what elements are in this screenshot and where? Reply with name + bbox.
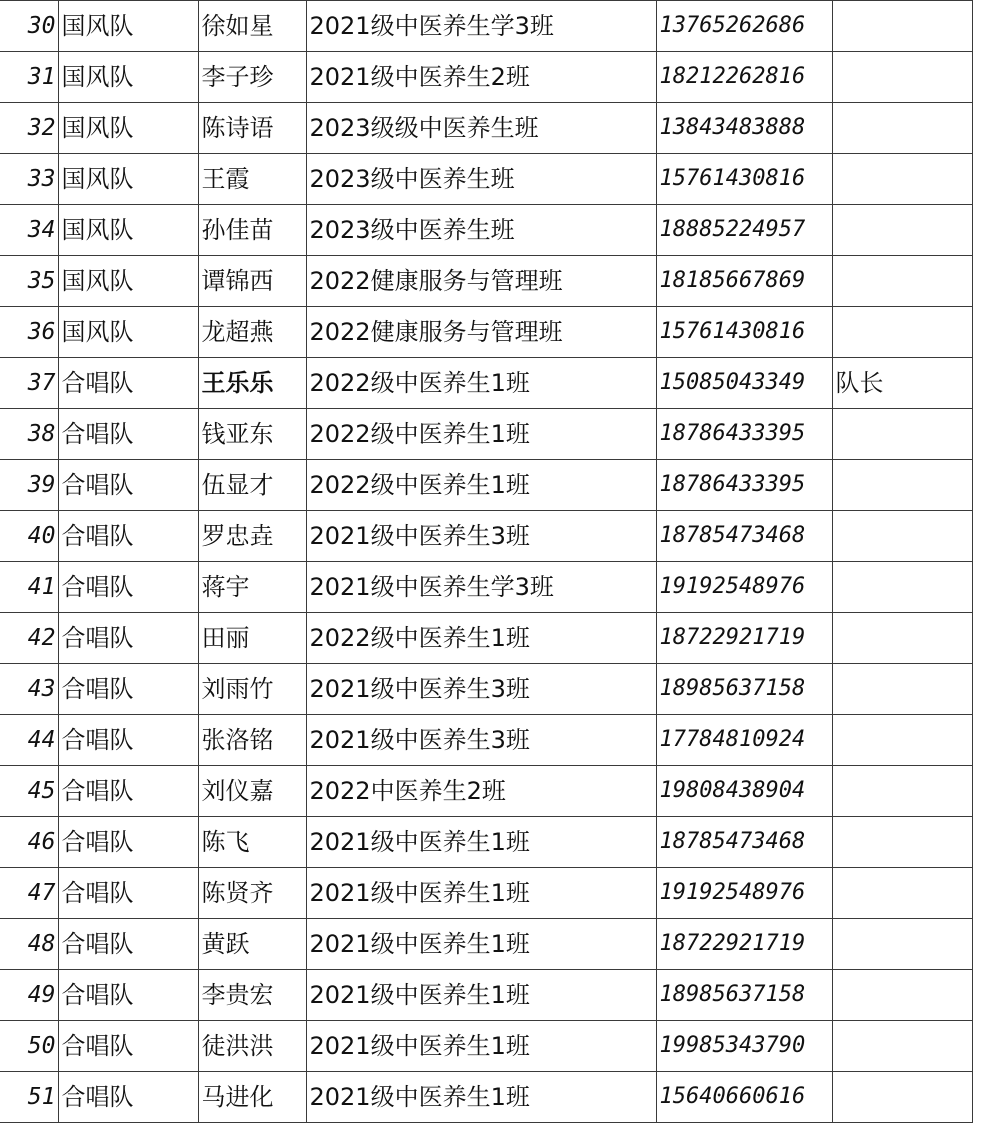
note-cell[interactable] bbox=[832, 409, 972, 460]
phone-cell[interactable]: 19192548976 bbox=[656, 868, 832, 919]
table-body bbox=[0, 1, 972, 1123]
phone-cell[interactable]: 19808438904 bbox=[656, 766, 832, 817]
phone-cell[interactable]: 18885224957 bbox=[656, 205, 832, 256]
team-cell[interactable]: 合唱队 bbox=[58, 766, 198, 817]
note-cell[interactable] bbox=[832, 664, 972, 715]
row-number-cell[interactable]: 39 bbox=[0, 460, 58, 511]
team-cell[interactable]: 合唱队 bbox=[58, 511, 198, 562]
note-cell[interactable] bbox=[832, 511, 972, 562]
member-name-cell[interactable]: 王霞 bbox=[198, 154, 306, 205]
team-cell[interactable]: 国风队 bbox=[58, 205, 198, 256]
team-cell[interactable]: 合唱队 bbox=[58, 715, 198, 766]
class-cell[interactable]: 2023级中医养生班 bbox=[306, 205, 656, 256]
phone-cell[interactable]: 18785473468 bbox=[656, 511, 832, 562]
team-cell[interactable]: 国风队 bbox=[58, 256, 198, 307]
note-cell[interactable] bbox=[832, 307, 972, 358]
member-name-cell[interactable]: 伍显才 bbox=[198, 460, 306, 511]
phone-cell[interactable]: 15085043349 bbox=[656, 358, 832, 409]
member-name-cell[interactable]: 徒洪洪 bbox=[198, 1021, 306, 1072]
note-cell[interactable] bbox=[832, 970, 972, 1021]
team-cell[interactable]: 合唱队 bbox=[58, 817, 198, 868]
class-cell[interactable]: 2021级中医养生1班 bbox=[306, 868, 656, 919]
team-cell[interactable]: 合唱队 bbox=[58, 460, 198, 511]
table-row[interactable] bbox=[0, 154, 972, 205]
member-name-cell[interactable]: 黄跃 bbox=[198, 919, 306, 970]
phone-cell[interactable]: 18785473468 bbox=[656, 817, 832, 868]
note-cell[interactable] bbox=[832, 205, 972, 256]
class-cell[interactable]: 2021级中医养生1班 bbox=[306, 817, 656, 868]
row-number-cell[interactable]: 32 bbox=[0, 103, 58, 154]
table-row[interactable] bbox=[0, 766, 972, 817]
note-cell[interactable] bbox=[832, 154, 972, 205]
note-cell[interactable] bbox=[832, 868, 972, 919]
class-cell[interactable]: 2021级中医养生1班 bbox=[306, 970, 656, 1021]
class-cell[interactable]: 2022级中医养生1班 bbox=[306, 613, 656, 664]
team-cell[interactable]: 国风队 bbox=[58, 103, 198, 154]
table-row[interactable] bbox=[0, 613, 972, 664]
class-cell[interactable]: 2023级中医养生班 bbox=[306, 154, 656, 205]
row-number-cell[interactable]: 46 bbox=[0, 817, 58, 868]
class-cell[interactable]: 2022级中医养生1班 bbox=[306, 358, 656, 409]
phone-cell[interactable]: 17784810924 bbox=[656, 715, 832, 766]
class-cell[interactable]: 2021级中医养生学3班 bbox=[306, 562, 656, 613]
class-cell[interactable]: 2021级中医养生3班 bbox=[306, 511, 656, 562]
row-number-cell[interactable]: 49 bbox=[0, 970, 58, 1021]
table-row[interactable] bbox=[0, 919, 972, 970]
table-row[interactable] bbox=[0, 409, 972, 460]
note-cell[interactable] bbox=[832, 562, 972, 613]
row-number-cell[interactable]: 37 bbox=[0, 358, 58, 409]
team-cell[interactable]: 合唱队 bbox=[58, 562, 198, 613]
table-row[interactable] bbox=[0, 1072, 972, 1123]
phone-cell[interactable]: 18722921719 bbox=[656, 919, 832, 970]
note-cell[interactable] bbox=[832, 613, 972, 664]
team-cell[interactable]: 国风队 bbox=[58, 154, 198, 205]
table-row[interactable] bbox=[0, 307, 972, 358]
team-cell[interactable]: 合唱队 bbox=[58, 358, 198, 409]
note-cell[interactable] bbox=[832, 52, 972, 103]
row-number-cell[interactable]: 31 bbox=[0, 52, 58, 103]
table-row[interactable] bbox=[0, 817, 972, 868]
class-cell[interactable]: 2022级中医养生1班 bbox=[306, 460, 656, 511]
team-cell[interactable]: 合唱队 bbox=[58, 613, 198, 664]
class-cell[interactable]: 2021级中医养生1班 bbox=[306, 1021, 656, 1072]
row-number-cell[interactable]: 42 bbox=[0, 613, 58, 664]
note-cell[interactable] bbox=[832, 460, 972, 511]
table-row[interactable] bbox=[0, 1, 972, 52]
class-cell[interactable]: 2021级中医养生1班 bbox=[306, 1072, 656, 1123]
note-cell[interactable] bbox=[832, 766, 972, 817]
table-row[interactable] bbox=[0, 358, 972, 409]
phone-cell[interactable]: 19192548976 bbox=[656, 562, 832, 613]
member-name-cell[interactable]: 李子珍 bbox=[198, 52, 306, 103]
table-row[interactable] bbox=[0, 460, 972, 511]
class-cell[interactable]: 2021级中医养生学3班 bbox=[306, 1, 656, 52]
member-name-cell[interactable]: 刘仪嘉 bbox=[198, 766, 306, 817]
table-row[interactable] bbox=[0, 1021, 972, 1072]
table-row[interactable] bbox=[0, 256, 972, 307]
member-name-cell[interactable]: 田丽 bbox=[198, 613, 306, 664]
sheet-right-edge bbox=[973, 0, 987, 1127]
note-cell[interactable] bbox=[832, 919, 972, 970]
note-cell[interactable] bbox=[832, 1021, 972, 1072]
row-number-cell[interactable]: 50 bbox=[0, 1021, 58, 1072]
phone-cell[interactable]: 15761430816 bbox=[656, 154, 832, 205]
table-row[interactable] bbox=[0, 562, 972, 613]
table-row[interactable] bbox=[0, 868, 972, 919]
note-cell[interactable] bbox=[832, 1072, 972, 1123]
member-name-cell[interactable]: 罗忠垚 bbox=[198, 511, 306, 562]
note-cell[interactable] bbox=[832, 103, 972, 154]
row-number-cell[interactable]: 43 bbox=[0, 664, 58, 715]
class-cell[interactable]: 2021级中医养生3班 bbox=[306, 715, 656, 766]
row-number-cell[interactable]: 51 bbox=[0, 1072, 58, 1123]
row-number-cell[interactable]: 30 bbox=[0, 1, 58, 52]
member-name-cell[interactable]: 张洛铭 bbox=[198, 715, 306, 766]
row-number-cell[interactable]: 35 bbox=[0, 256, 58, 307]
class-cell[interactable]: 2021级中医养生2班 bbox=[306, 52, 656, 103]
note-cell[interactable] bbox=[832, 256, 972, 307]
row-number-cell[interactable]: 34 bbox=[0, 205, 58, 256]
member-name-cell[interactable]: 徐如星 bbox=[198, 1, 306, 52]
row-number-cell[interactable]: 40 bbox=[0, 511, 58, 562]
row-number-cell[interactable]: 47 bbox=[0, 868, 58, 919]
phone-cell[interactable]: 15761430816 bbox=[656, 307, 832, 358]
table-row[interactable] bbox=[0, 715, 972, 766]
table-row[interactable] bbox=[0, 511, 972, 562]
row-number-cell[interactable]: 44 bbox=[0, 715, 58, 766]
row-number-cell[interactable]: 48 bbox=[0, 919, 58, 970]
team-cell[interactable]: 合唱队 bbox=[58, 1072, 198, 1123]
table-row[interactable] bbox=[0, 205, 972, 256]
table-row[interactable] bbox=[0, 664, 972, 715]
phone-cell[interactable]: 18786433395 bbox=[656, 460, 832, 511]
phone-cell[interactable]: 18985637158 bbox=[656, 970, 832, 1021]
class-cell[interactable]: 2022健康服务与管理班 bbox=[306, 256, 656, 307]
member-name-cell[interactable]: 马进化 bbox=[198, 1072, 306, 1123]
row-number-cell[interactable]: 36 bbox=[0, 307, 58, 358]
class-cell[interactable]: 2023级级中医养生班 bbox=[306, 103, 656, 154]
class-cell[interactable]: 2022中医养生2班 bbox=[306, 766, 656, 817]
member-name-cell[interactable]: 龙超燕 bbox=[198, 307, 306, 358]
member-name-cell[interactable]: 陈飞 bbox=[198, 817, 306, 868]
row-number-cell[interactable]: 45 bbox=[0, 766, 58, 817]
class-cell[interactable]: 2022级中医养生1班 bbox=[306, 409, 656, 460]
team-cell[interactable]: 合唱队 bbox=[58, 664, 198, 715]
note-cell[interactable] bbox=[832, 817, 972, 868]
phone-cell[interactable]: 13843483888 bbox=[656, 103, 832, 154]
member-name-cell[interactable]: 蒋宇 bbox=[198, 562, 306, 613]
team-cell[interactable]: 合唱队 bbox=[58, 970, 198, 1021]
class-cell[interactable]: 2021级中医养生1班 bbox=[306, 919, 656, 970]
row-number-cell[interactable]: 33 bbox=[0, 154, 58, 205]
member-name-cell[interactable]: 孙佳苗 bbox=[198, 205, 306, 256]
team-cell[interactable]: 国风队 bbox=[58, 1, 198, 52]
member-name-cell[interactable]: 钱亚东 bbox=[198, 409, 306, 460]
note-cell[interactable] bbox=[832, 715, 972, 766]
team-cell[interactable]: 合唱队 bbox=[58, 919, 198, 970]
member-name-cell[interactable]: 王乐乐 bbox=[198, 358, 306, 409]
class-cell[interactable]: 2021级中医养生3班 bbox=[306, 664, 656, 715]
team-cell[interactable]: 合唱队 bbox=[58, 1021, 198, 1072]
table-row[interactable] bbox=[0, 52, 972, 103]
phone-cell[interactable]: 18212262816 bbox=[656, 52, 832, 103]
team-cell[interactable]: 合唱队 bbox=[58, 868, 198, 919]
phone-cell[interactable]: 19985343790 bbox=[656, 1021, 832, 1072]
member-name-cell[interactable]: 李贵宏 bbox=[198, 970, 306, 1021]
row-number-cell[interactable]: 41 bbox=[0, 562, 58, 613]
row-number-cell[interactable]: 38 bbox=[0, 409, 58, 460]
class-cell[interactable]: 2022健康服务与管理班 bbox=[306, 307, 656, 358]
phone-cell[interactable]: 13765262686 bbox=[656, 1, 832, 52]
phone-cell[interactable]: 18722921719 bbox=[656, 613, 832, 664]
team-cell[interactable]: 国风队 bbox=[58, 307, 198, 358]
member-name-cell[interactable]: 陈贤齐 bbox=[198, 868, 306, 919]
phone-cell[interactable]: 15640660616 bbox=[656, 1072, 832, 1123]
team-cell[interactable]: 合唱队 bbox=[58, 409, 198, 460]
member-name-cell[interactable]: 刘雨竹 bbox=[198, 664, 306, 715]
phone-cell[interactable]: 18185667869 bbox=[656, 256, 832, 307]
table-row[interactable] bbox=[0, 103, 972, 154]
team-cell[interactable]: 国风队 bbox=[58, 52, 198, 103]
phone-cell[interactable]: 18786433395 bbox=[656, 409, 832, 460]
table-row[interactable] bbox=[0, 970, 972, 1021]
member-name-cell[interactable]: 谭锦西 bbox=[198, 256, 306, 307]
note-cell[interactable] bbox=[832, 1, 972, 52]
note-cell[interactable]: 队长 bbox=[832, 358, 972, 409]
member-name-cell[interactable]: 陈诗语 bbox=[198, 103, 306, 154]
phone-cell[interactable]: 18985637158 bbox=[656, 664, 832, 715]
